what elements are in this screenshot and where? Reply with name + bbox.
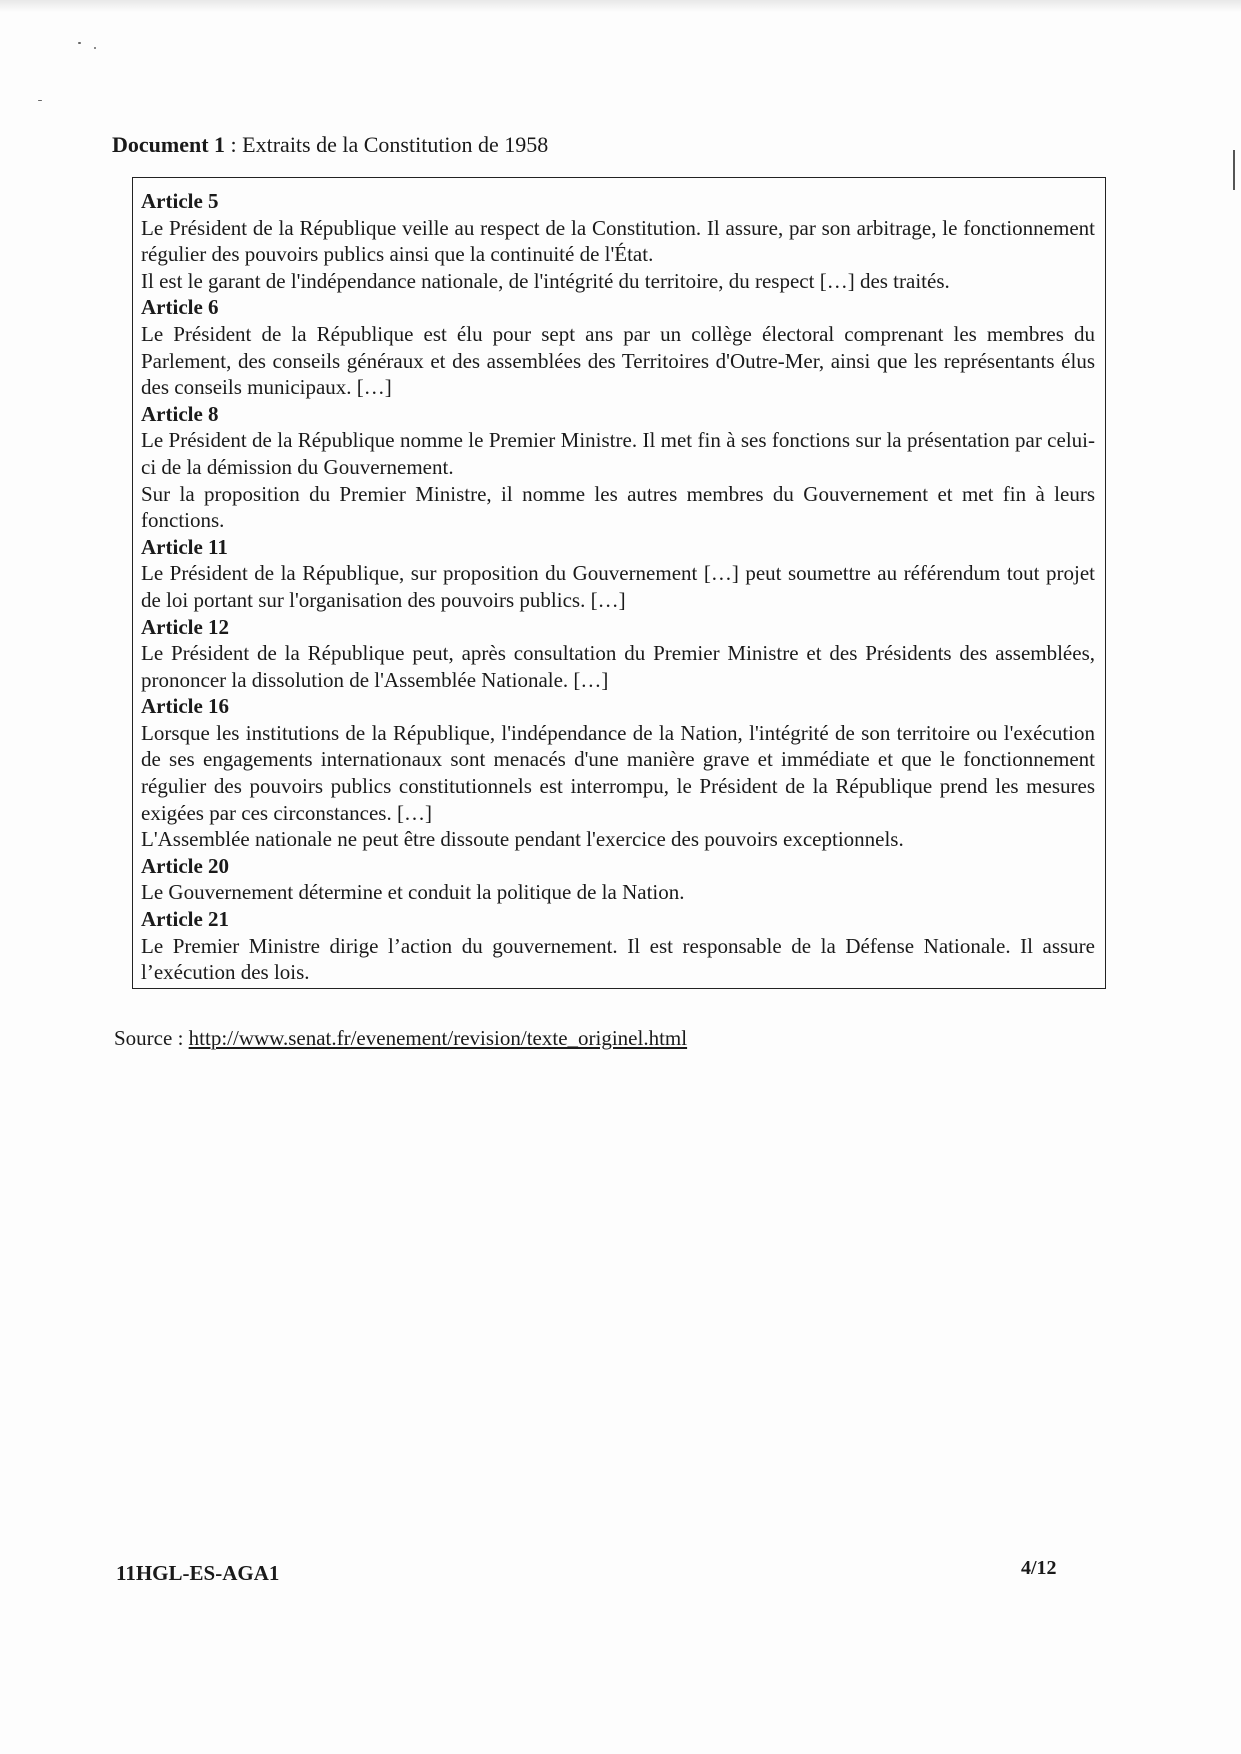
article-section: [141, 853, 1095, 906]
article-title: Article 12: [141, 614, 230, 639]
article-paragraph: Le Président de la République veille au respect de la Constitution. Il assure, par son arbitrage, le fonctionnement régulier des pouvoirs publics ainsi que la continuité de l'État.: [141, 215, 1095, 267]
article-paragraph: Le Président de la République, sur proposition du Gouvernement […] peut soumettre au référendum tout projet de loi portant sur l'organisation des pouvoirs publics. […]: [141, 561, 1095, 612]
source-label: Source :: [114, 1026, 189, 1050]
article-paragraph: Lorsque les institutions de la République, l'indépendance de la Nation, l'intégrité de son territoire ou l'exécution de ses engagements internationaux sont menacés d'une manière grave et immédiate et que le fonctionnement régulier des pouvoirs publics constitutionnels est interrompu, le Président de la République prend les mesures exigées par ces circonstances. […]: [141, 720, 1095, 825]
document-label: Document 1: [112, 132, 226, 157]
page-number: 4/12: [1021, 1557, 1057, 1579]
scan-speck: [78, 42, 81, 44]
source-link[interactable]: http://www.senat.fr/evenement/revision/texte_originel.html: [188, 1026, 688, 1050]
article-title: Article 21: [141, 907, 230, 932]
article-section: [141, 693, 1095, 853]
article-title: Article 6: [141, 295, 219, 320]
article-paragraph: Il est le garant de l'indépendance nationale, de l'intégrité du territoire, du respect […] des traités.: [141, 268, 950, 293]
article-paragraph: Le Président de la République peut, après consultation du Premier Ministre et des Présidents des assemblées, prononcer la dissolution de l'Assemblée Nationale. […]: [141, 641, 1095, 692]
article-title: Article 5: [141, 189, 219, 213]
document-title: Extraits de la Constitution de 1958: [242, 132, 549, 157]
articles-box: [132, 177, 1106, 989]
article-section: [141, 614, 1095, 694]
document-code: 11HGL-ES-AGA1: [116, 1561, 280, 1585]
article-paragraph: Le Président de la République est élu pour sept ans par un collège électoral comprenant les membres du Parlement, des conseils généraux et des assemblées des Territoires d'Outre-Mer, ainsi que les représentants élus des conseils municipaux. […]: [141, 321, 1095, 400]
article-title: Article 11: [141, 534, 228, 559]
scan-edge: [0, 0, 1241, 12]
article-title: Article 8: [141, 401, 219, 426]
scan-mark: [1233, 150, 1235, 190]
article-section: [141, 188, 1095, 294]
article-section: [141, 294, 1095, 400]
article-title: Article 20: [141, 853, 230, 878]
article-paragraph: Le Premier Ministre dirige l’action du gouvernement. Il est responsable de la Défense Nationale. Il assure l’exécution des lois.: [141, 933, 1095, 985]
article-paragraph: Le Gouvernement détermine et conduit la politique de la Nation.: [141, 880, 685, 905]
article-paragraph: L'Assemblée nationale ne peut être dissoute pendant l'exercice des pouvoirs exceptionnels.: [141, 827, 904, 852]
article-section: [141, 534, 1095, 614]
document-separator: :: [225, 132, 243, 157]
scan-speck: [94, 47, 96, 49]
article-paragraph: Le Président de la République nomme le Premier Ministre. Il met fin à ses fonctions sur la présentation par celui-ci de la démission du Gouvernement.: [141, 428, 1095, 479]
scan-speck: [38, 100, 42, 101]
article-section: [141, 401, 1095, 534]
article-section: [141, 906, 1095, 986]
article-paragraph: Sur la proposition du Premier Ministre, il nomme les autres membres du Gouvernement et met fin à leurs fonctions.: [141, 481, 1095, 533]
document-heading: [112, 131, 548, 159]
source-line: [114, 1025, 687, 1051]
article-title: Article 16: [141, 694, 230, 719]
